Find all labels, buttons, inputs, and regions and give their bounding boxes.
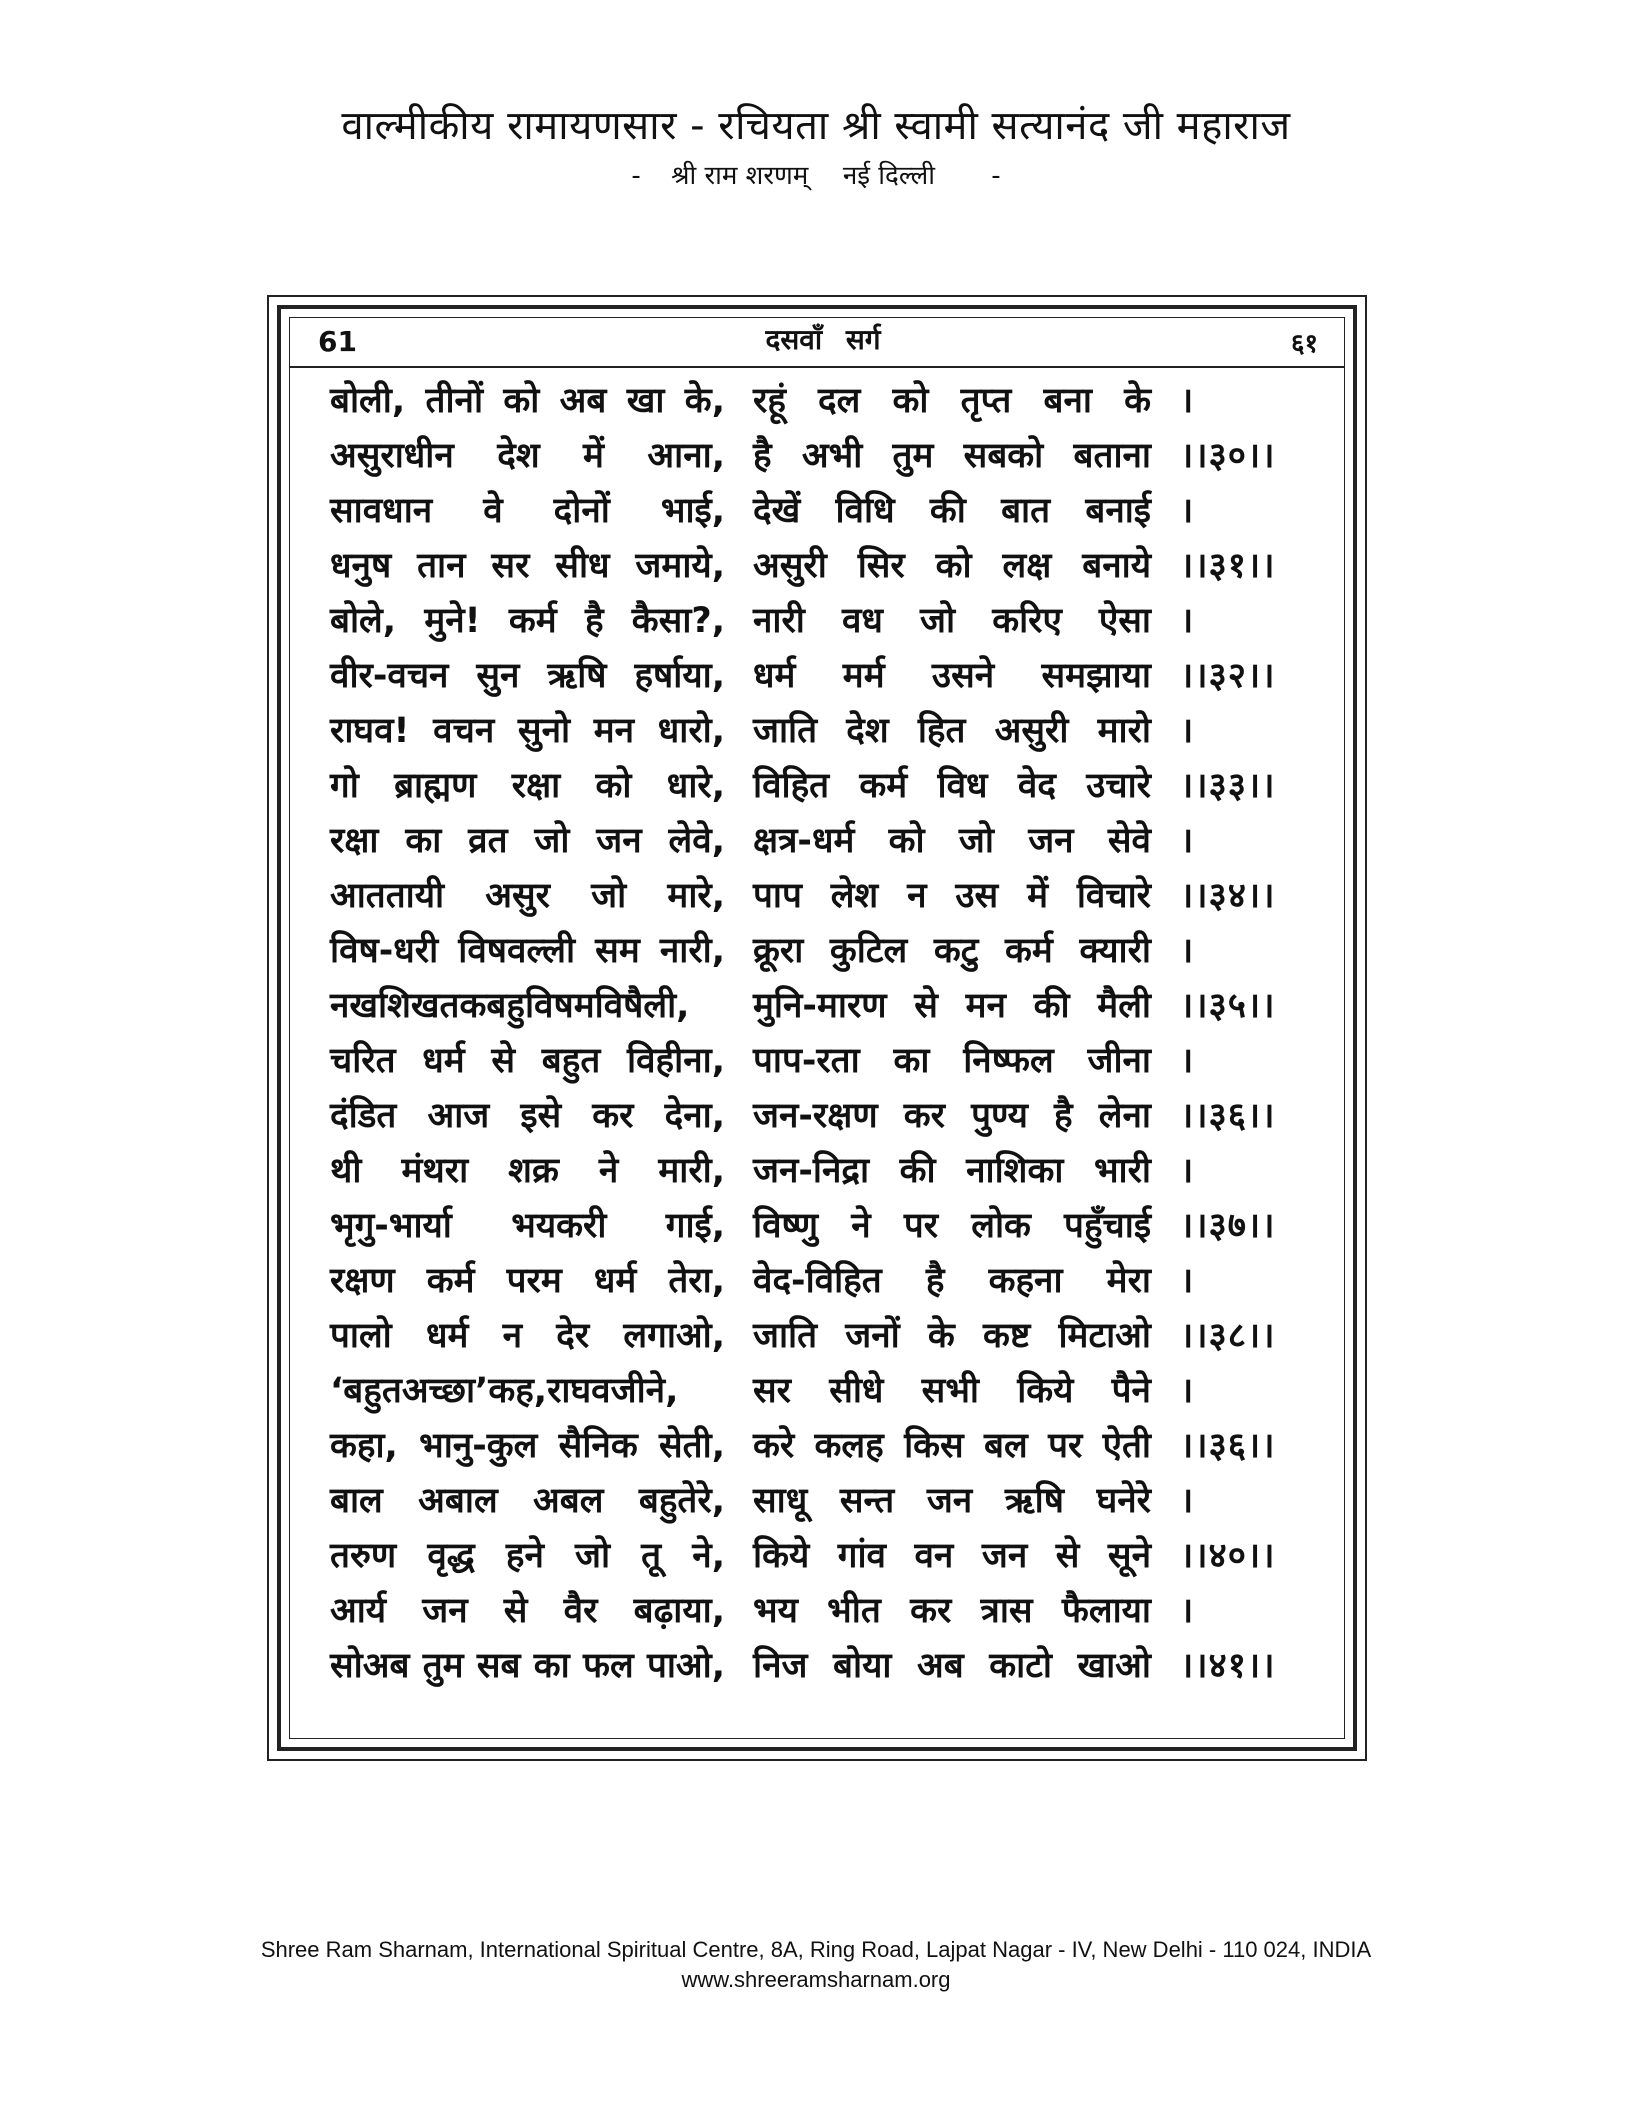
verse-half-second: भय भीत कर त्रास फैलाया (753, 1591, 1151, 1631)
verse-row (290, 1199, 1344, 1254)
verse-row (290, 594, 1344, 649)
verse-half-first: राघव! वचन सुनो मन धारो, (330, 711, 725, 751)
verse-half-first: विष-धरी विषवल्ली सम नारी, (330, 931, 725, 971)
verse-half-second: साधू सन्त जन ऋषि घनेरे (753, 1481, 1151, 1521)
page-footer (0, 1935, 1632, 1995)
verse-frame-border (277, 305, 1357, 1751)
verse-half-second: विष्णु ने पर लोक पहुँचाई (753, 1206, 1151, 1246)
verse-row (290, 1309, 1344, 1364)
page-number-arabic: 61 (318, 325, 357, 358)
verse-mark: ।।३६।। (1180, 1096, 1276, 1136)
verse-half-second: धर्म मर्म उसने समझाया (753, 656, 1151, 696)
verse-half-second: नारी वध जो करिए ऐसा (753, 601, 1151, 641)
verse-half-first: कहा, भानु-कुल सैनिक सेती, (330, 1426, 725, 1466)
verse-mark: ।।३८।। (1180, 1316, 1276, 1356)
verse-half-first: गो ब्राह्मण रक्षा को धारे, (330, 766, 725, 806)
subtitle-dash-right: - (991, 161, 1001, 191)
verse-half-second: क्रूरा कुटिल कटु कर्म क्यारी (753, 931, 1151, 971)
document-subtitle (0, 156, 1632, 196)
verse-half-second: जाति देश हित असुरी मारो (753, 711, 1151, 751)
verse-row (290, 649, 1344, 704)
verse-half-first: सावधान वे दोनों भाई, (330, 491, 725, 531)
verse-mark: । (1180, 1041, 1195, 1081)
verse-mark: ।।३२।। (1180, 656, 1276, 696)
verse-half-second: पाप-रता का निष्फल जीना (753, 1041, 1151, 1081)
verse-box-header (290, 318, 1344, 368)
verse-half-second: देखें विधि की बात बनाई (753, 491, 1151, 531)
verse-half-second: विहित कर्म विध वेद उचारे (753, 766, 1151, 806)
verse-mark: ।।४०।। (1180, 1536, 1276, 1576)
verse-mark: । (1180, 931, 1195, 971)
verse-mark: ।।३५।। (1180, 986, 1276, 1026)
verse-box (289, 317, 1345, 1739)
verse-mark: ।।३४।। (1180, 876, 1276, 916)
verse-half-second: वेद-विहित है कहना मेरा (753, 1261, 1151, 1301)
verse-row (290, 979, 1344, 1034)
verse-half-second: क्षत्र-धर्म को जो जन सेवे (753, 821, 1151, 861)
verse-mark: ।।३३।। (1180, 766, 1276, 806)
subtitle-city: नई दिल्ली (842, 161, 935, 191)
verse-half-second: सर सीधे सभी किये पैने (753, 1371, 1151, 1411)
verse-half-first: आर्य जन से वैर बढ़ाया, (330, 1591, 725, 1631)
verse-row (290, 1419, 1344, 1474)
verse-half-second: किये गांव वन जन से सूने (753, 1536, 1151, 1576)
verse-mark: । (1180, 1151, 1195, 1191)
verse-half-second: जाति जनों के कष्ट मिटाओ (753, 1316, 1151, 1356)
verse-row (290, 759, 1344, 814)
verse-row (290, 869, 1344, 924)
page-number-devanagari: ६१ (1290, 329, 1318, 359)
verse-row (290, 1584, 1344, 1639)
verse-half-first: बोले, मुने! कर्म है कैसा?, (330, 601, 725, 641)
verse-row (290, 814, 1344, 869)
verse-mark: ।।३६।। (1180, 1426, 1276, 1466)
verse-mark: ।।३१।। (1180, 546, 1276, 586)
verse-row (290, 1529, 1344, 1584)
verse-row (290, 374, 1344, 429)
verse-half-second: असुरी सिर को लक्ष बनाये (753, 546, 1151, 586)
verse-row (290, 1639, 1344, 1694)
document-title: वाल्मीकीय रामायणसार - रचियता श्री स्वामी सत्यानंद जी महाराज (341, 103, 1291, 149)
verse-half-first: धनुष तान सर सीध जमाये, (330, 546, 725, 586)
verse-row (290, 1364, 1344, 1419)
verse-half-first: नखशिखतकबहुविषमविषैली, (330, 986, 690, 1026)
verse-mark: । (1180, 381, 1195, 421)
verse-mark: । (1180, 1481, 1195, 1521)
verse-mark: । (1180, 601, 1195, 641)
verse-row (290, 1474, 1344, 1529)
verse-half-second: रहूं दल को तृप्त बना के (753, 381, 1151, 421)
verse-mark: । (1180, 821, 1195, 861)
verse-half-second: करे कलह किस बल पर ऐती (753, 1426, 1151, 1466)
subtitle-publisher: श्री राम शरणम् (671, 161, 809, 191)
footer-website[interactable]: www.shreeramsharnam.org (681, 1967, 951, 1992)
verse-half-second: जन-निद्रा की नाशिका भारी (753, 1151, 1151, 1191)
verse-row (290, 1254, 1344, 1309)
footer-address: Shree Ram Sharnam, International Spiritual Centre, 8A, Ring Road, Lajpat Nagar - IV, New Delhi - 110 024, INDIA (260, 1937, 1372, 1962)
verse-half-first: भृगु-भार्या भयकरी गाई, (330, 1206, 725, 1246)
verse-half-first: पालो धर्म न देर लगाओ, (330, 1316, 725, 1356)
verse-half-first: थी मंथरा शक्र ने मारी, (330, 1151, 725, 1191)
verse-list (290, 374, 1344, 1694)
verse-half-first: रक्षा का व्रत जो जन लेवे, (330, 821, 725, 861)
verse-row (290, 429, 1344, 484)
verse-row (290, 1144, 1344, 1199)
verse-half-first: आततायी असुर जो मारे, (330, 876, 725, 916)
verse-half-first: तरुण वृद्ध हने जो तू ने, (330, 1536, 725, 1576)
verse-half-first: बाल अबाल अबल बहुतेरे, (330, 1481, 725, 1521)
verse-mark: । (1180, 1261, 1195, 1301)
verse-half-first: बोली, तीनों को अब खा के, (330, 381, 725, 421)
verse-half-first: चरित धर्म से बहुत विहीना, (330, 1041, 725, 1081)
verse-mark: ।।३७।। (1180, 1206, 1276, 1246)
verse-half-second: पाप लेश न उस में विचारे (753, 876, 1151, 916)
verse-half-first: वीर-वचन सुन ऋषि हर्षाया, (330, 656, 725, 696)
verse-mark: ।।३०।। (1180, 436, 1276, 476)
chapter-title: दसवाँ सर्ग (765, 323, 881, 356)
verse-mark: । (1180, 711, 1195, 751)
verse-half-first: दंडित आज इसे कर देना, (330, 1096, 725, 1136)
verse-row (290, 1034, 1344, 1089)
verse-mark: । (1180, 1371, 1195, 1411)
verse-half-second: निज बोया अब काटो खाओ (753, 1646, 1151, 1686)
verse-half-first: रक्षण कर्म परम धर्म तेरा, (330, 1261, 725, 1301)
verse-row (290, 704, 1344, 759)
verse-half-first: ‘बहुतअच्छा’कह,राघवजीने, (330, 1371, 679, 1411)
verse-mark: । (1180, 1591, 1195, 1631)
subtitle-dash-left: - (631, 161, 641, 191)
verse-frame (267, 295, 1367, 1761)
verse-mark: ।।४१।। (1180, 1646, 1276, 1686)
verse-half-second: मुनि-मारण से मन की मैली (753, 986, 1151, 1026)
verse-mark: । (1180, 491, 1195, 531)
page-header (0, 98, 1632, 196)
verse-row (290, 1089, 1344, 1144)
verse-half-second: है अभी तुम सबको बताना (753, 436, 1151, 476)
verse-row (290, 539, 1344, 594)
verse-half-second: जन-रक्षण कर पुण्य है लेना (753, 1096, 1151, 1136)
verse-row (290, 484, 1344, 539)
verse-half-first: सोअब तुम सब का फल पाओ, (330, 1646, 725, 1686)
verse-row (290, 924, 1344, 979)
verse-half-first: असुराधीन देश में आना, (330, 436, 725, 476)
